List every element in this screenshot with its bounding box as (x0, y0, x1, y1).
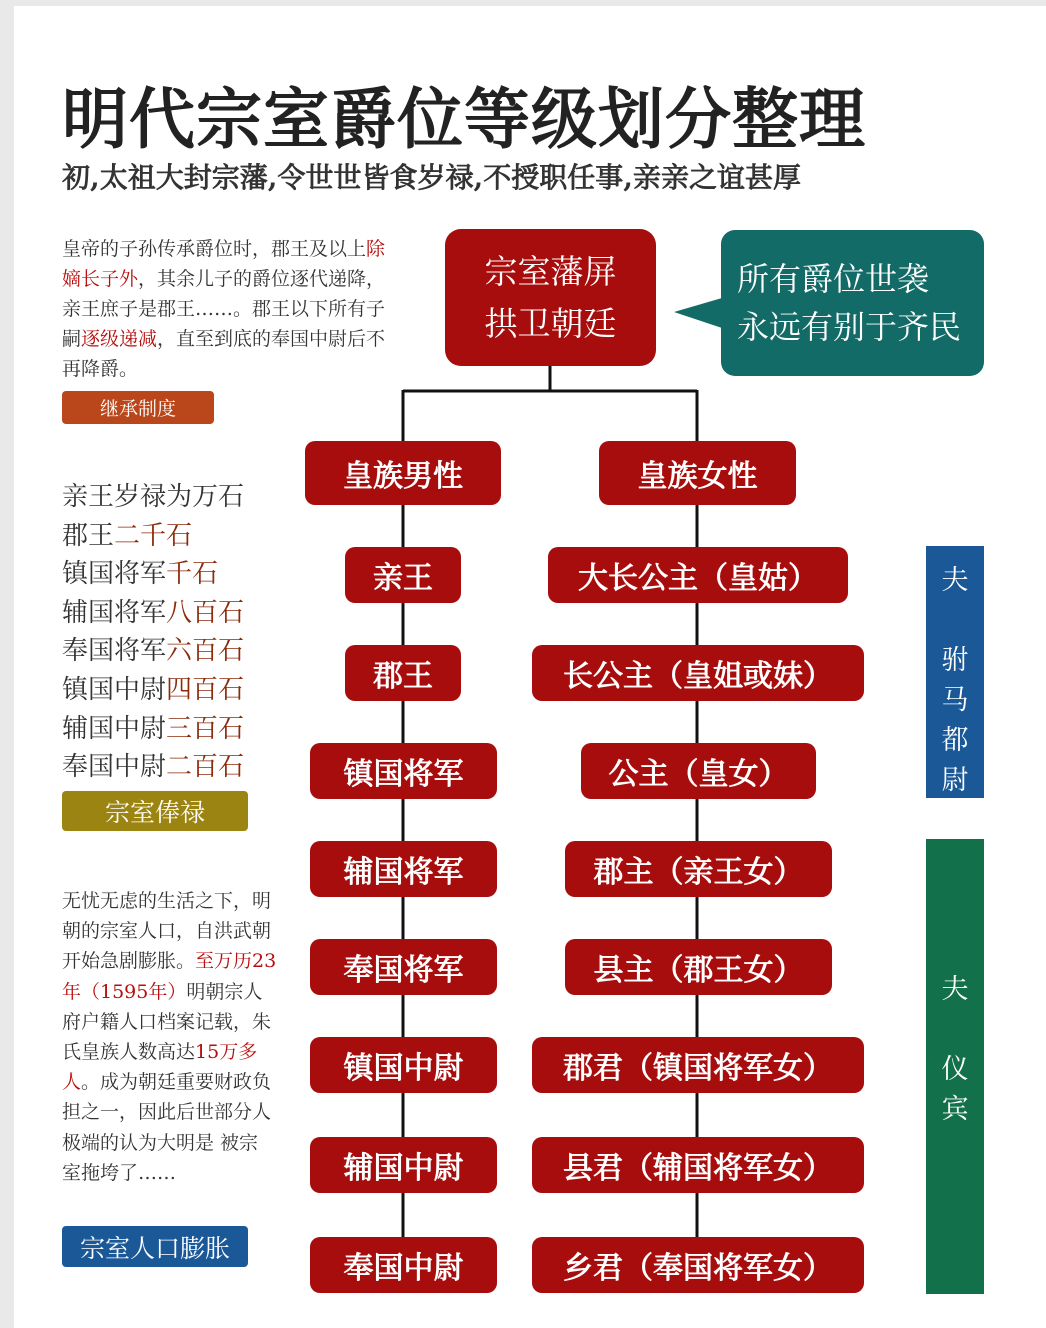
husband-title-char: 夫 (941, 565, 969, 596)
salary-rank: 郡王 (62, 520, 115, 551)
salary-rank: 辅国将军 (62, 597, 167, 628)
male-header: 皇族男性 (305, 441, 501, 505)
salary-rank: 奉国中尉 (62, 752, 167, 783)
population-text-segment: 明朝宗人府户籍人口档案记载，朱氏皇族人数高达 (62, 980, 272, 1064)
salary-amount: 四百石 (166, 674, 245, 705)
female-rank-box: 县君（辅国将军女） (532, 1137, 864, 1193)
male-rank-box: 奉国将军 (310, 939, 497, 995)
inheritance-text-segment: ，其余儿子的爵位逐代递降，亲王庶子是郡王……。郡王以下所有子嗣 (62, 268, 386, 350)
inheritance-text-segment: 除嫡长子外 (62, 238, 386, 290)
population-text-segment: 至万历23年（1595年） (62, 950, 277, 1003)
salary-rank: 辅国中尉 (62, 713, 167, 744)
salary-row (62, 594, 244, 633)
salary-amount: 千石 (166, 559, 219, 590)
salary-tag: 宗室俸禄 (62, 791, 248, 831)
salary-row (62, 671, 244, 710)
salary-amount: 三百石 (166, 713, 245, 744)
salary-amount: 二千石 (114, 520, 193, 551)
inheritance-text (62, 234, 387, 384)
population-tag: 宗室人口膨胀 (62, 1226, 248, 1267)
female-rank-box: 公主（皇女） (581, 743, 816, 799)
root-node (445, 229, 656, 366)
population-text-segment: 。成为朝廷重要财政负担之一，因此后世部分人极端的认为大明是 被宗室拖垮了…… (62, 1071, 272, 1184)
male-rank-box: 镇国将军 (310, 743, 497, 799)
husband-title-yibin (926, 839, 984, 1294)
note-bubble (721, 230, 984, 376)
female-rank-box: 县主（郡王女） (565, 939, 832, 995)
page-title: 明代宗室爵位等级划分整理 (62, 80, 866, 158)
male-rank-box: 镇国中尉 (310, 1037, 497, 1093)
salary-rank: 奉国将军 (62, 636, 167, 667)
male-rank-box: 辅国中尉 (310, 1137, 497, 1193)
population-text (62, 886, 277, 1188)
salary-list (62, 478, 244, 787)
male-rank-box: 辅国将军 (310, 841, 497, 897)
husband-title-fuma (926, 546, 984, 798)
salary-row (62, 748, 244, 787)
salary-row (62, 710, 244, 749)
salary-rank: 亲王 (62, 482, 115, 512)
male-rank-box: 奉国中尉 (310, 1237, 497, 1293)
salary-row (62, 632, 244, 671)
female-rank-box: 长公主（皇姐或妹） (532, 645, 864, 701)
husband-title-char: 仪 (941, 1054, 969, 1085)
inheritance-text-segment: 皇帝的子孙传承爵位时，郡王及以上 (62, 238, 367, 260)
salary-row (62, 517, 244, 556)
page-subtitle: 初,太祖大封宗藩,令世世皆食岁禄,不授职任事,亲亲之谊甚厚 (62, 161, 801, 194)
female-rank-box: 郡主（亲王女） (565, 841, 832, 897)
husband-title-char: 都 (941, 725, 969, 756)
female-header: 皇族女性 (599, 441, 796, 505)
male-rank-box: 亲王 (345, 547, 461, 603)
inheritance-tag: 继承制度 (62, 391, 214, 424)
note-line-1: 所有爵位世袭 (737, 260, 930, 298)
husband-title-char: 尉 (941, 765, 969, 796)
inheritance-text-segment: ，直至到底的奉国中尉后不再降爵。 (62, 328, 386, 380)
salary-rank: 镇国中尉 (62, 674, 167, 705)
husband-title-char: 驸 (941, 645, 969, 676)
population-text-segment: 无忧无虑的生活之下，明朝的宗室人口，自洪武朝开始急剧膨胀。 (62, 890, 272, 973)
note-line-2: 永远有别于齐民 (737, 308, 962, 346)
root-line-2: 拱卫朝廷 (484, 303, 617, 343)
salary-amount: 八百石 (166, 597, 245, 628)
female-rank-box: 郡君（镇国将军女） (532, 1037, 864, 1093)
population-text-segment: 15万多人 (62, 1041, 258, 1094)
male-rank-box: 郡王 (345, 645, 461, 701)
female-rank-box: 乡君（奉国将军女） (532, 1237, 864, 1293)
salary-amount: 六百石 (166, 636, 245, 667)
husband-title-char: 宾 (941, 1094, 969, 1125)
husband-title-char: 马 (941, 685, 969, 716)
salary-row (62, 555, 244, 594)
salary-amount: 岁禄为万石 (114, 482, 245, 512)
salary-amount: 二百石 (166, 752, 245, 783)
salary-rank: 镇国将军 (62, 559, 167, 590)
root-line-1: 宗室藩屏 (484, 251, 617, 291)
female-rank-box: 大长公主（皇姑） (548, 547, 848, 603)
husband-title-char: 夫 (941, 974, 969, 1005)
inheritance-text-segment: 逐级递减 (81, 328, 158, 350)
salary-row (62, 478, 244, 517)
